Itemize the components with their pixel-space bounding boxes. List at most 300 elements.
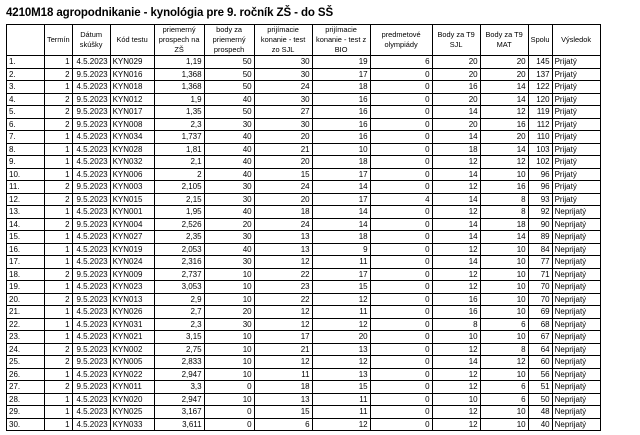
table-cell: 16 [480,181,528,194]
table-cell: 5. [7,106,45,119]
table-cell: 50 [528,393,552,406]
table-cell: 20 [480,56,528,69]
table-cell: 40 [204,168,254,181]
table-cell: 10 [480,306,528,319]
table-cell: 30 [204,181,254,194]
table-cell: 14. [7,218,45,231]
table-cell: 0 [370,143,432,156]
table-cell: 12 [432,156,480,169]
table-cell: 0 [204,418,254,431]
table-cell: 0 [370,206,432,219]
table-row [7,306,601,319]
table-cell: 1 [45,231,73,244]
table-cell: 14 [480,81,528,94]
table-cell: 20 [204,218,254,231]
table-cell: 10 [432,331,480,344]
table-cell: KYN023 [110,281,154,294]
table-cell: 1,737 [154,131,204,144]
table-cell: 0 [370,106,432,119]
table-cell: 20. [7,293,45,306]
table-cell: Prijatý [552,143,600,156]
table-row [7,293,601,306]
table-cell: 0 [370,68,432,81]
table-cell: 18 [254,206,312,219]
table-cell: 6 [480,318,528,331]
table-cell: 9 [312,243,370,256]
table-cell: 23 [254,281,312,294]
table-cell: 10 [480,331,528,344]
table-cell: 2 [45,193,73,206]
table-cell: Prijatý [552,68,600,81]
table-row [7,406,601,419]
table-cell: 20 [432,118,480,131]
table-cell: 92 [528,206,552,219]
table-cell: 4.5.2023 [72,131,110,144]
table-cell: Neprijatý [552,231,600,244]
column-header: prijímacie konanie - test zo SJL [254,25,312,56]
table-cell: 4.5.2023 [72,331,110,344]
table-cell: 18 [312,81,370,94]
table-cell: 20 [432,68,480,81]
table-cell: 4.5.2023 [72,368,110,381]
table-cell: KYN025 [110,406,154,419]
table-row [7,231,601,244]
table-cell: KYN015 [110,193,154,206]
table-cell: 2,15 [154,193,204,206]
table-cell: 30 [254,56,312,69]
table-cell: 13 [312,368,370,381]
table-cell: 8 [480,193,528,206]
table-cell: 0 [370,306,432,319]
table-cell: 22. [7,318,45,331]
table-cell: 1 [45,131,73,144]
table-cell: 0 [370,293,432,306]
table-cell: 4.5.2023 [72,418,110,431]
table-row [7,218,601,231]
table-cell: 1 [45,281,73,294]
table-cell: 4. [7,93,45,106]
table-cell: KYN033 [110,418,154,431]
table-cell: 14 [432,218,480,231]
table-cell: 2,526 [154,218,204,231]
table-cell: 51 [528,381,552,394]
table-cell: 13. [7,206,45,219]
table-cell: 0 [370,231,432,244]
table-cell: 119 [528,106,552,119]
table-cell: 24 [254,181,312,194]
table-cell: 12 [432,418,480,431]
table-cell: 2 [45,106,73,119]
table-cell: KYN029 [110,56,154,69]
column-header [7,25,45,56]
table-cell: 9.5.2023 [72,193,110,206]
table-cell: 16. [7,243,45,256]
table-cell: 3. [7,81,45,94]
column-header: Kód testu [110,25,154,56]
table-cell: 12 [432,243,480,256]
table-cell: 17 [312,168,370,181]
table-cell: 96 [528,168,552,181]
table-cell: 2 [154,168,204,181]
table-cell: 4.5.2023 [72,306,110,319]
table-cell: 10 [480,256,528,269]
table-cell: KYN028 [110,143,154,156]
table-cell: 16 [480,118,528,131]
table-cell: KYN026 [110,306,154,319]
table-cell: Neprijatý [552,368,600,381]
table-cell: 40 [204,143,254,156]
table-cell: Neprijatý [552,206,600,219]
table-cell: 15 [254,406,312,419]
table-cell: 70 [528,293,552,306]
table-cell: 0 [370,393,432,406]
table-cell: 12 [254,318,312,331]
table-row [7,393,601,406]
table-cell: 1 [45,331,73,344]
table-cell: 9.5.2023 [72,218,110,231]
table-cell: 1. [7,56,45,69]
table-cell: 2 [45,343,73,356]
table-cell: 9.5.2023 [72,93,110,106]
table-cell: 14 [432,131,480,144]
table-row [7,356,601,369]
table-cell: 25. [7,356,45,369]
table-row [7,243,601,256]
table-row [7,206,601,219]
table-cell: 4.5.2023 [72,231,110,244]
table-cell: 0 [370,381,432,394]
table-cell: KYN027 [110,231,154,244]
table-cell: 0 [370,256,432,269]
table-row [7,268,601,281]
table-cell: Neprijatý [552,406,600,419]
table-cell: 40 [204,243,254,256]
table-cell: 17 [312,268,370,281]
table-cell: 96 [528,181,552,194]
table-cell: KYN009 [110,268,154,281]
column-header: Body za T9 SJL [432,25,480,56]
table-cell: Prijatý [552,56,600,69]
table-cell: 11 [312,393,370,406]
table-cell: 24. [7,343,45,356]
table-cell: Neprijatý [552,418,600,431]
table-cell: 10 [204,281,254,294]
table-cell: 0 [370,418,432,431]
table-cell: 10 [432,393,480,406]
table-cell: 1,35 [154,106,204,119]
table-cell: 6 [480,381,528,394]
table-cell: 14 [432,356,480,369]
table-cell: 84 [528,243,552,256]
table-cell: 0 [370,331,432,344]
table-cell: KYN032 [110,156,154,169]
table-cell: 20 [480,68,528,81]
table-cell: 15 [312,281,370,294]
table-cell: 12. [7,193,45,206]
table-cell: 1 [45,393,73,406]
table-cell: 10 [312,143,370,156]
table-cell: Neprijatý [552,293,600,306]
table-cell: Prijatý [552,193,600,206]
table-cell: 20 [254,131,312,144]
table-cell: 10 [204,331,254,344]
table-cell: 2,947 [154,393,204,406]
table-cell: 1 [45,243,73,256]
table-cell: 145 [528,56,552,69]
table-cell: 0 [204,381,254,394]
table-cell: 4.5.2023 [72,206,110,219]
table-cell: KYN020 [110,393,154,406]
table-cell: 1,9 [154,93,204,106]
table-cell: 9. [7,156,45,169]
table-cell: 9.5.2023 [72,118,110,131]
table-cell: 0 [370,156,432,169]
table-cell: 40 [204,156,254,169]
table-cell: 12 [432,368,480,381]
table-cell: 1 [45,206,73,219]
table-cell: 21 [254,343,312,356]
table-header-row [7,25,601,56]
table-cell: 10 [480,406,528,419]
table-cell: 12 [432,268,480,281]
table-cell: 27 [254,106,312,119]
table-cell: Neprijatý [552,356,600,369]
table-cell: 10 [204,368,254,381]
table-cell: 12 [480,156,528,169]
table-row [7,156,601,169]
table-cell: 2,3 [154,118,204,131]
table-cell: 8. [7,143,45,156]
column-header: Body za T9 MAT [480,25,528,56]
table-cell: 2 [45,381,73,394]
table-cell: 18. [7,268,45,281]
table-cell: 1,368 [154,68,204,81]
table-cell: Neprijatý [552,331,600,344]
table-cell: 9.5.2023 [72,293,110,306]
table-cell: 6 [254,418,312,431]
table-cell: 9.5.2023 [72,356,110,369]
table-cell: 9.5.2023 [72,268,110,281]
table-cell: 2 [45,118,73,131]
table-cell: 4.5.2023 [72,281,110,294]
table-cell: KYN021 [110,331,154,344]
table-cell: 13 [254,393,312,406]
table-cell: 16 [432,293,480,306]
table-cell: 0 [370,281,432,294]
table-cell: 30 [204,118,254,131]
table-cell: 110 [528,131,552,144]
table-cell: 0 [370,181,432,194]
table-cell: 50 [204,81,254,94]
table-cell: 3,15 [154,331,204,344]
table-cell: KYN034 [110,131,154,144]
table-cell: Neprijatý [552,256,600,269]
table-cell: Neprijatý [552,381,600,394]
table-cell: 2,316 [154,256,204,269]
table-row [7,68,601,81]
table-row [7,143,601,156]
table-cell: KYN004 [110,218,154,231]
table-cell: 11. [7,181,45,194]
table-cell: 10. [7,168,45,181]
table-cell: 10 [480,368,528,381]
table-cell: Neprijatý [552,393,600,406]
table-cell: 11 [312,306,370,319]
table-cell: 1 [45,143,73,156]
table-cell: 12 [432,343,480,356]
table-cell: 2 [45,356,73,369]
table-cell: 6 [370,56,432,69]
table-cell: 20 [480,131,528,144]
table-cell: 14 [432,168,480,181]
table-cell: 1 [45,306,73,319]
column-header: predmetové olympiády [370,25,432,56]
table-cell: 102 [528,156,552,169]
table-cell: 68 [528,318,552,331]
table-cell: 15. [7,231,45,244]
table-cell: Prijatý [552,181,600,194]
table-cell: 20 [254,156,312,169]
table-cell: KYN022 [110,368,154,381]
table-cell: 70 [528,281,552,294]
table-cell: 2,9 [154,293,204,306]
table-cell: 0 [204,406,254,419]
table-cell: 17. [7,256,45,269]
table-cell: 2,7 [154,306,204,319]
table-cell: Neprijatý [552,318,600,331]
table-cell: 3,167 [154,406,204,419]
table-cell: 17 [312,193,370,206]
table-cell: 0 [370,368,432,381]
table-cell: 2. [7,68,45,81]
table-row [7,81,601,94]
column-header: Termín [45,25,73,56]
table-cell: 30 [204,231,254,244]
table-row [7,193,601,206]
table-cell: 2 [45,268,73,281]
table-cell: Prijatý [552,81,600,94]
table-cell: 40 [204,93,254,106]
table-cell: 40 [528,418,552,431]
table-cell: 10 [480,293,528,306]
table-cell: 30 [204,256,254,269]
table-cell: KYN005 [110,356,154,369]
table-cell: 71 [528,268,552,281]
table-cell: KYN017 [110,106,154,119]
table-cell: 30 [204,318,254,331]
table-cell: 13 [312,343,370,356]
table-cell: 12 [480,356,528,369]
table-cell: 17 [254,331,312,344]
table-cell: 14 [312,181,370,194]
table-cell: 64 [528,343,552,356]
table-cell: 12 [312,318,370,331]
table-cell: 4.5.2023 [72,318,110,331]
table-cell: 1 [45,168,73,181]
table-cell: 18 [312,231,370,244]
table-cell: 10 [480,418,528,431]
table-cell: 0 [370,81,432,94]
table-cell: 0 [370,268,432,281]
table-cell: 0 [370,118,432,131]
table-cell: 3,053 [154,281,204,294]
table-cell: 18 [312,156,370,169]
table-cell: 0 [370,218,432,231]
table-cell: 24 [254,218,312,231]
table-cell: 10 [480,243,528,256]
table-cell: 12 [254,256,312,269]
table-cell: 0 [370,356,432,369]
table-cell: KYN016 [110,68,154,81]
table-cell: 12 [254,356,312,369]
table-cell: 16 [312,93,370,106]
table-cell: 8 [432,318,480,331]
table-cell: 17 [312,68,370,81]
table-cell: 1 [45,56,73,69]
table-cell: KYN003 [110,181,154,194]
table-cell: 16 [312,106,370,119]
table-cell: 0 [370,406,432,419]
table-cell: 10 [480,268,528,281]
table-cell: 93 [528,193,552,206]
table-cell: 4.5.2023 [72,243,110,256]
table-cell: 9.5.2023 [72,343,110,356]
table-cell: 2,75 [154,343,204,356]
table-cell: KYN031 [110,318,154,331]
table-cell: 1 [45,418,73,431]
table-cell: KYN013 [110,293,154,306]
table-cell: Neprijatý [552,243,600,256]
table-row [7,93,601,106]
table-cell: 22 [254,268,312,281]
table-cell: 67 [528,331,552,344]
table-cell: Prijatý [552,118,600,131]
table-cell: 14 [432,193,480,206]
table-cell: 18 [432,143,480,156]
table-cell: 30 [254,118,312,131]
table-cell: 30 [254,93,312,106]
column-header: prijímacie konanie - test z BIO [312,25,370,56]
column-header: Výsledok [552,25,600,56]
table-cell: KYN011 [110,381,154,394]
table-cell: 2 [45,181,73,194]
table-cell: 16 [312,131,370,144]
table-cell: 12 [432,406,480,419]
table-row [7,131,601,144]
table-cell: 10 [204,393,254,406]
table-cell: 2,3 [154,318,204,331]
table-cell: 11 [312,406,370,419]
table-cell: 0 [370,343,432,356]
table-cell: 12 [312,293,370,306]
table-cell: 50 [204,106,254,119]
table-row [7,256,601,269]
table-cell: 1 [45,318,73,331]
table-cell: KYN018 [110,81,154,94]
table-cell: Neprijatý [552,306,600,319]
table-cell: 14 [432,106,480,119]
table-cell: 1 [45,156,73,169]
table-row [7,331,601,344]
table-cell: 6 [480,393,528,406]
table-cell: 1,81 [154,143,204,156]
table-row [7,181,601,194]
table-cell: 2,1 [154,156,204,169]
table-cell: 22 [254,293,312,306]
table-cell: 20 [432,56,480,69]
table-cell: 77 [528,256,552,269]
table-cell: 13 [254,231,312,244]
